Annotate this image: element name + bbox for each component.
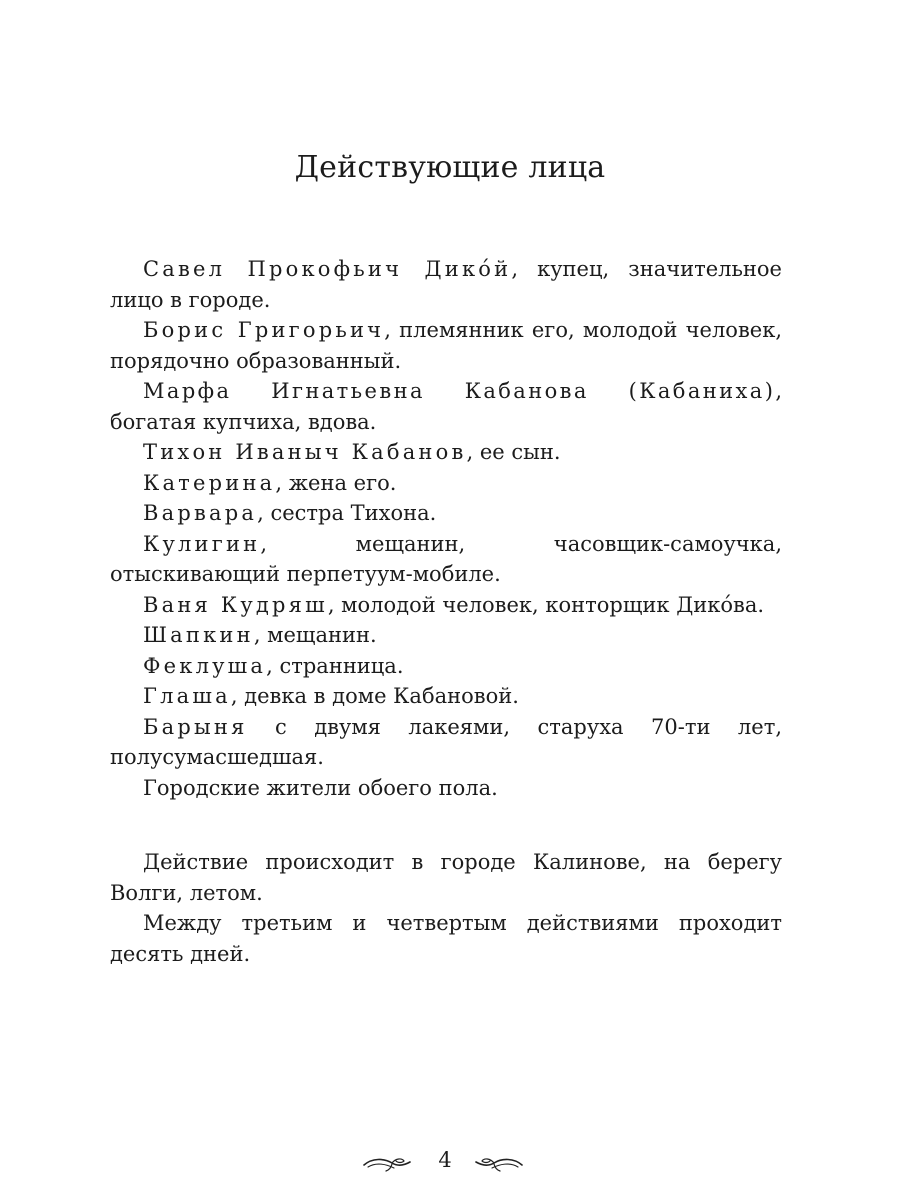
cast-entry [110,315,782,376]
character-description: , мещанин. [253,623,377,647]
character-description: Городские жители обоего пола. [143,775,498,800]
character-name: Шапкин [143,623,254,647]
page-footer [0,1148,900,1178]
cast-entry [110,529,782,590]
character-name: Кулигин [143,531,261,556]
character-name: Савел Прокофьич Дико́й [143,257,512,281]
left-ornament-icon [362,1152,412,1174]
character-name: Тихон Иваныч Кабанов [143,440,467,464]
setting-paragraph: Действие происходит в городе Калинове, на берегу Волги, летом. [110,850,782,905]
character-name: Катерина [143,470,276,495]
character-name: Глаша [143,684,231,708]
cast-entry [110,651,782,682]
character-description: , купец, значительное лицо в городе. [110,257,782,312]
character-name: Борис Григорьич [143,318,385,342]
cast-entry [110,437,782,468]
cast-entry [110,620,782,651]
character-name: Варвара [143,501,258,525]
character-description: , ее сын. [466,440,561,464]
cast-entry [110,773,782,804]
character-description: , странница. [266,653,404,678]
character-name: Феклуша [143,653,267,678]
cast-list [110,254,782,803]
setting-paragraph: Между третьим и четвертым действиями проходит десять дней. [110,911,782,966]
page-number: 4 [438,1148,452,1172]
cast-entry [110,376,782,437]
cast-entry [110,712,782,773]
cast-entry [110,468,782,499]
character-description: , молодой человек, конторщик Дико́ва. [327,592,765,617]
page-title: Действующие лица [294,150,606,185]
character-description: с двумя лакеями, старуха 70-ти лет, полусумасшедшая. [110,714,782,769]
character-description: , жена его. [275,470,397,495]
character-name: Марфа Игнатьевна Кабанова (Кабаниха) [143,379,776,403]
character-description: , богатая купчиха, вдова. [110,379,782,434]
character-name: Барыня [143,714,248,739]
setting-notes [110,847,782,969]
cast-entry [110,590,782,621]
character-description: , девка в доме Кабановой. [230,684,519,708]
cast-entry [110,498,782,529]
character-description: , мещанин, часовщик-самоучка, отыскивающий перпетуум-мобиле. [110,531,782,586]
right-ornament-icon [474,1152,524,1174]
cast-entry [110,681,782,712]
character-name: Ваня Кудряш [143,592,328,617]
cast-entry [110,254,782,315]
character-description: , племянник его, молодой человек, порядочно образованный. [110,318,782,373]
character-description: , сестра Тихона. [257,501,437,525]
